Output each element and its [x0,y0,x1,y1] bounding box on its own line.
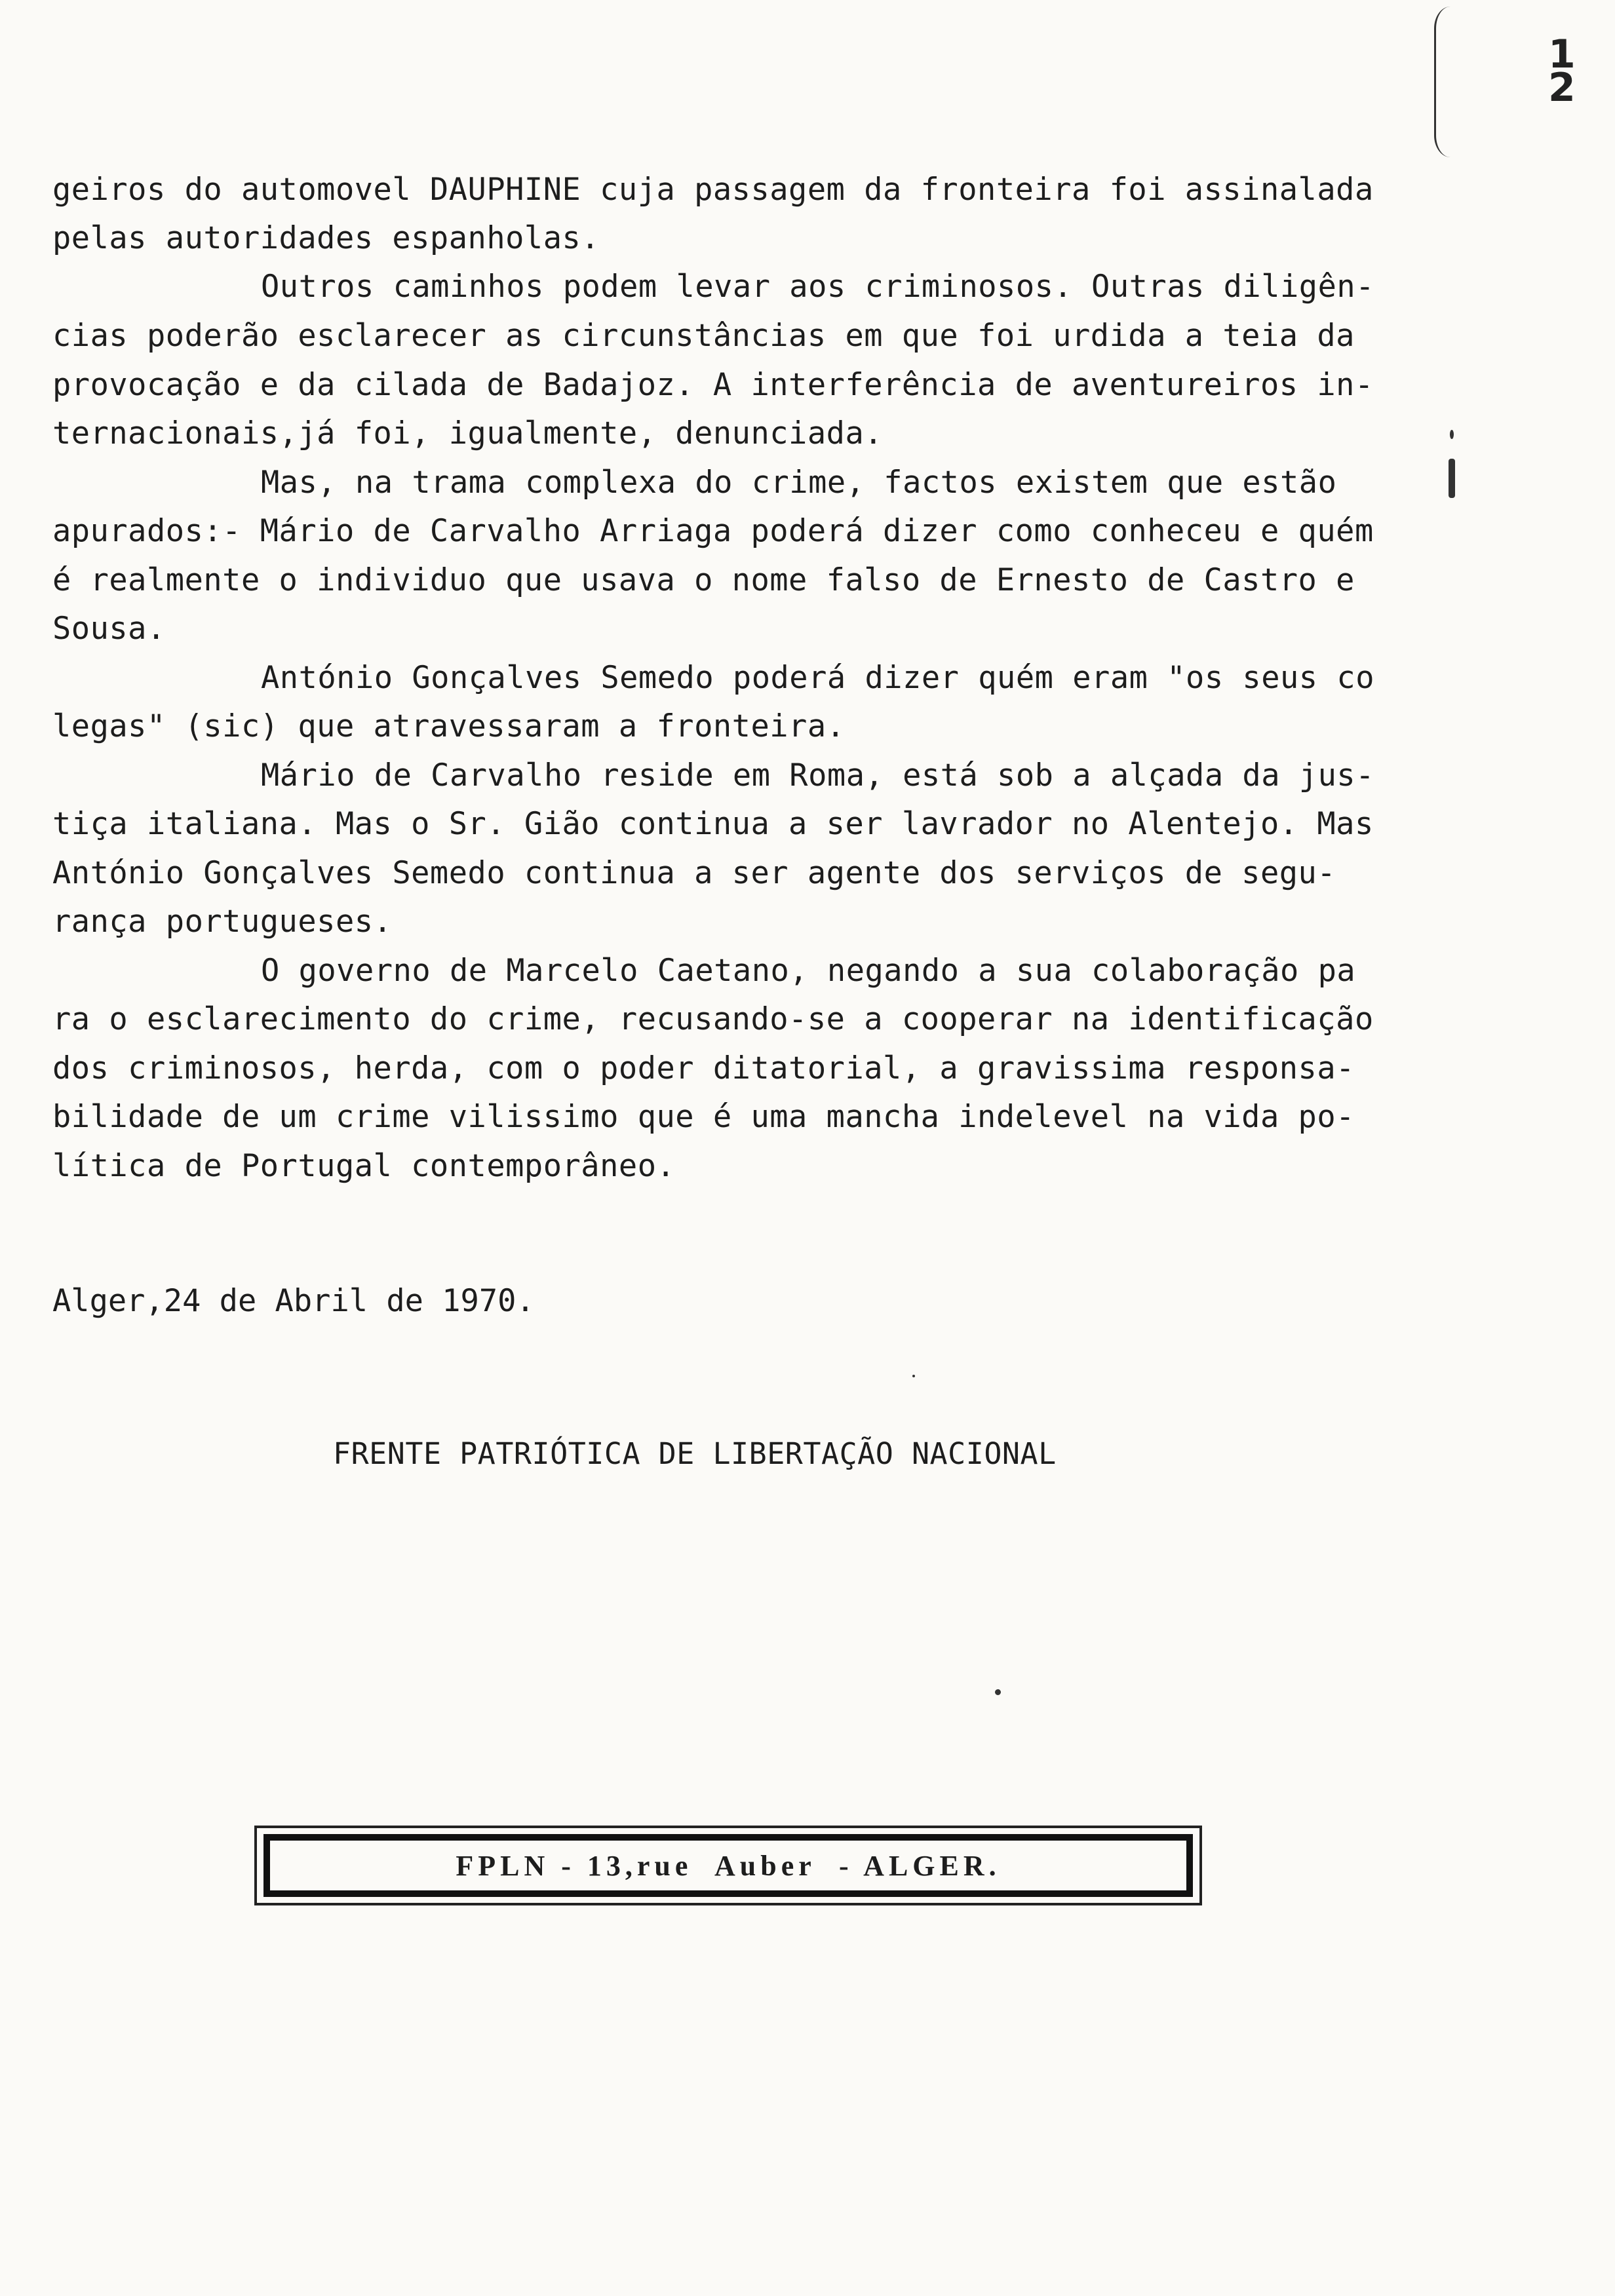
body-line: O governo de Marcelo Caetano, negando a sua colaboração pa [261,953,1356,989]
body-line: dos criminosos, herda, com o poder ditatorial, a gravissima responsa- [52,1050,1355,1086]
body-line: provocação e da cilada de Badajoz. A interferência de aventureiros in- [52,367,1374,403]
margin-punch-mark [1449,459,1455,498]
ink-speck [995,1689,1001,1695]
body-line: rança portugueses. [52,904,393,940]
date-line: Alger,24 de Abril de 1970. [52,1283,535,1319]
signature-line: FRENTE PATRIÓTICA DE LIBERTAÇÃO NACIONAL [333,1436,1057,1471]
organization-stamp [254,1826,1202,1905]
body-line: apurados:- Mário de Carvalho Arriaga poderá dizer como conheceu e quém [52,513,1374,549]
page-number: 1 2 [1548,31,1576,111]
body-line: geiros do automovel DAUPHINE cuja passagem da fronteira foi assinalada [52,172,1374,208]
body-line: bilidade de um crime vilissimo que é uma mancha indelevel na vida po- [52,1099,1355,1135]
stamp-inner-border [263,1834,1193,1897]
body-line: legas" (sic) que atravessaram a fronteira. [52,708,846,744]
body-line: Sousa. [52,611,166,647]
body-line: ra o esclarecimento do crime, recusando-se a cooperar na identificação [52,1001,1374,1037]
body-line: Outros caminhos podem levar aos criminosos. Outras diligên- [261,269,1374,305]
margin-bracket-mark [1434,7,1450,157]
body-line: Mário de Carvalho reside em Roma, está sob a alçada da jus- [261,757,1374,794]
body-line: pelas autoridades espanholas. [52,220,600,256]
body-line: é realmente o individuo que usava o nome falso de Ernesto de Castro e [52,562,1355,598]
ink-speck [912,1375,915,1377]
margin-punch-mark [1450,430,1454,439]
body-line: tiça italiana. Mas o Sr. Gião continua a ser lavrador no Alentejo. Mas [52,806,1374,842]
body-line: lítica de Portugal contemporâneo. [52,1148,676,1184]
body-line: ternacionais,já foi, igualmente, denunciada. [52,415,884,451]
body-line: António Gonçalves Semedo continua a ser agente dos serviços de segu- [52,855,1336,891]
body-line: António Gonçalves Semedo poderá dizer quém eram "os seus co [261,660,1374,696]
body-line: Mas, na trama complexa do crime, factos existem que estão [261,465,1337,501]
stamp-text: FPLN - 13,rue Auber - ALGER. [456,1849,1001,1882]
body-line: cias poderão esclarecer as circunstâncias em que foi urdida a teia da [52,318,1355,354]
